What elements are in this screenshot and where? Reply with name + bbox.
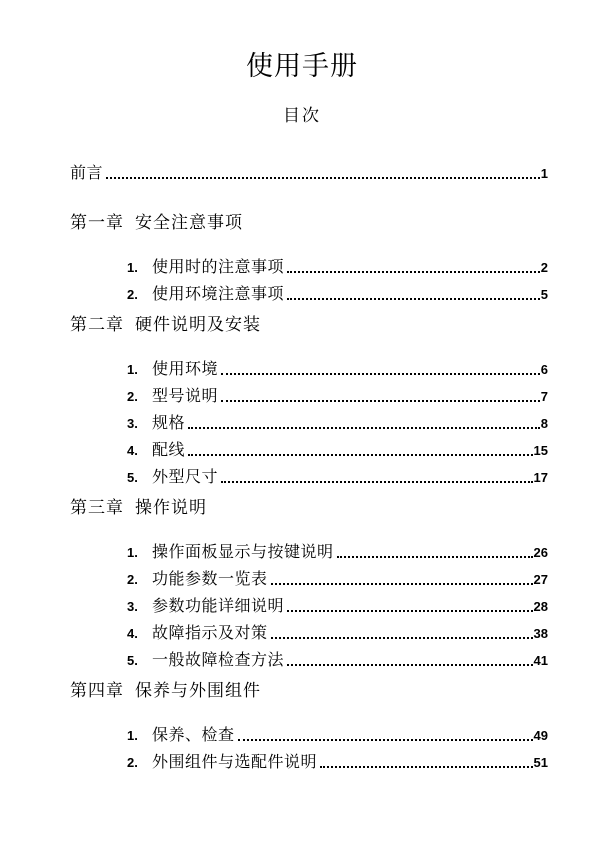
page-number: 26 — [533, 544, 548, 560]
dot-leader — [287, 298, 540, 300]
item-label: 一般故障检查方法 — [152, 651, 285, 669]
toc-entry-preface — [70, 165, 548, 183]
toc-entry — [127, 727, 548, 745]
chapter-section — [70, 681, 548, 772]
chapter-heading — [70, 681, 548, 701]
dot-leader — [287, 664, 533, 666]
toc-entry — [127, 388, 548, 406]
dot-leader — [221, 481, 533, 483]
page-number: 5 — [540, 286, 548, 302]
item-number: 2. — [127, 571, 138, 587]
dot-leader — [287, 610, 533, 612]
preface-label: 前言 — [70, 164, 104, 182]
item-number: 1. — [127, 544, 138, 560]
item-label: 型号说明 — [152, 387, 219, 405]
toc-entry — [127, 598, 548, 616]
dot-leader — [271, 637, 533, 639]
chapter-label: 第四章 — [70, 680, 124, 700]
item-number: 3. — [127, 415, 138, 431]
chapter-label: 第一章 — [70, 212, 124, 232]
dot-leader — [221, 373, 540, 375]
toc-entry — [127, 442, 548, 460]
chapter-heading — [70, 315, 548, 335]
chapter-item-list — [127, 727, 548, 772]
toc-entry — [127, 259, 548, 277]
item-number: 2. — [127, 286, 138, 302]
chapter-section — [70, 315, 548, 487]
item-label: 功能参数一览表 — [152, 570, 268, 588]
item-number: 4. — [127, 625, 138, 641]
item-label: 参数功能详细说明 — [152, 597, 285, 615]
chapter-heading — [70, 498, 548, 518]
item-label: 使用时的注意事项 — [152, 258, 285, 276]
item-label: 操作面板显示与按键说明 — [152, 543, 334, 561]
item-label: 使用环境 — [152, 360, 219, 378]
toc-entry — [127, 469, 548, 487]
toc-entry — [127, 544, 548, 562]
chapter-heading — [70, 213, 548, 233]
dot-leader — [320, 766, 533, 768]
dot-leader — [221, 400, 540, 402]
page-number: 2 — [540, 259, 548, 275]
chapter-title: 硬件说明及安装 — [135, 314, 261, 334]
item-label: 保养、检查 — [152, 726, 235, 744]
item-label: 外围组件与选配件说明 — [152, 753, 318, 771]
toc-entry — [127, 361, 548, 379]
item-number: 1. — [127, 727, 138, 743]
toc-entry — [127, 625, 548, 643]
dot-leader — [271, 583, 533, 585]
page-number: 51 — [533, 754, 548, 770]
toc-entry — [127, 571, 548, 589]
item-number: 3. — [127, 598, 138, 614]
page-number: 49 — [533, 727, 548, 743]
dot-leader — [188, 454, 533, 456]
item-label: 配线 — [152, 441, 186, 459]
dot-leader — [287, 271, 540, 273]
page-number: 17 — [533, 469, 548, 485]
document-header — [0, 50, 604, 127]
chapter-list — [70, 213, 548, 772]
document-title: 使用手册 — [246, 51, 358, 81]
dot-leader — [238, 739, 533, 741]
page-number: 1 — [540, 165, 548, 181]
toc-entry — [127, 754, 548, 772]
page-number: 27 — [533, 571, 548, 587]
item-label: 规格 — [152, 414, 186, 432]
page-number: 8 — [540, 415, 548, 431]
item-number: 2. — [127, 754, 138, 770]
chapter-title: 安全注意事项 — [135, 212, 243, 232]
item-number: 1. — [127, 361, 138, 377]
chapter-label: 第三章 — [70, 497, 124, 517]
item-number: 2. — [127, 388, 138, 404]
chapter-section — [70, 213, 548, 304]
toc-entry — [127, 652, 548, 670]
page-number: 6 — [540, 361, 548, 377]
page-number: 28 — [533, 598, 548, 614]
chapter-item-list — [127, 361, 548, 487]
item-label: 外型尺寸 — [152, 468, 219, 486]
chapter-item-list — [127, 259, 548, 304]
item-number: 4. — [127, 442, 138, 458]
item-number: 5. — [127, 469, 138, 485]
page-number: 15 — [533, 442, 548, 458]
dot-leader — [188, 427, 540, 429]
item-number: 1. — [127, 259, 138, 275]
page-number: 7 — [540, 388, 548, 404]
chapter-item-list — [127, 544, 548, 670]
chapter-section — [70, 498, 548, 670]
item-label: 故障指示及对策 — [152, 624, 268, 642]
dot-leader — [337, 556, 533, 558]
toc-entry — [127, 415, 548, 433]
chapter-label: 第二章 — [70, 314, 124, 334]
page-number: 41 — [533, 652, 548, 668]
dot-leader — [106, 177, 540, 179]
table-of-contents — [70, 165, 548, 772]
item-label: 使用环境注意事项 — [152, 285, 285, 303]
item-number: 5. — [127, 652, 138, 668]
chapter-title: 保养与外围组件 — [135, 680, 261, 700]
chapter-title: 操作说明 — [135, 497, 207, 517]
toc-entry — [127, 286, 548, 304]
toc-heading: 目次 — [283, 106, 321, 126]
page-number: 38 — [533, 625, 548, 641]
